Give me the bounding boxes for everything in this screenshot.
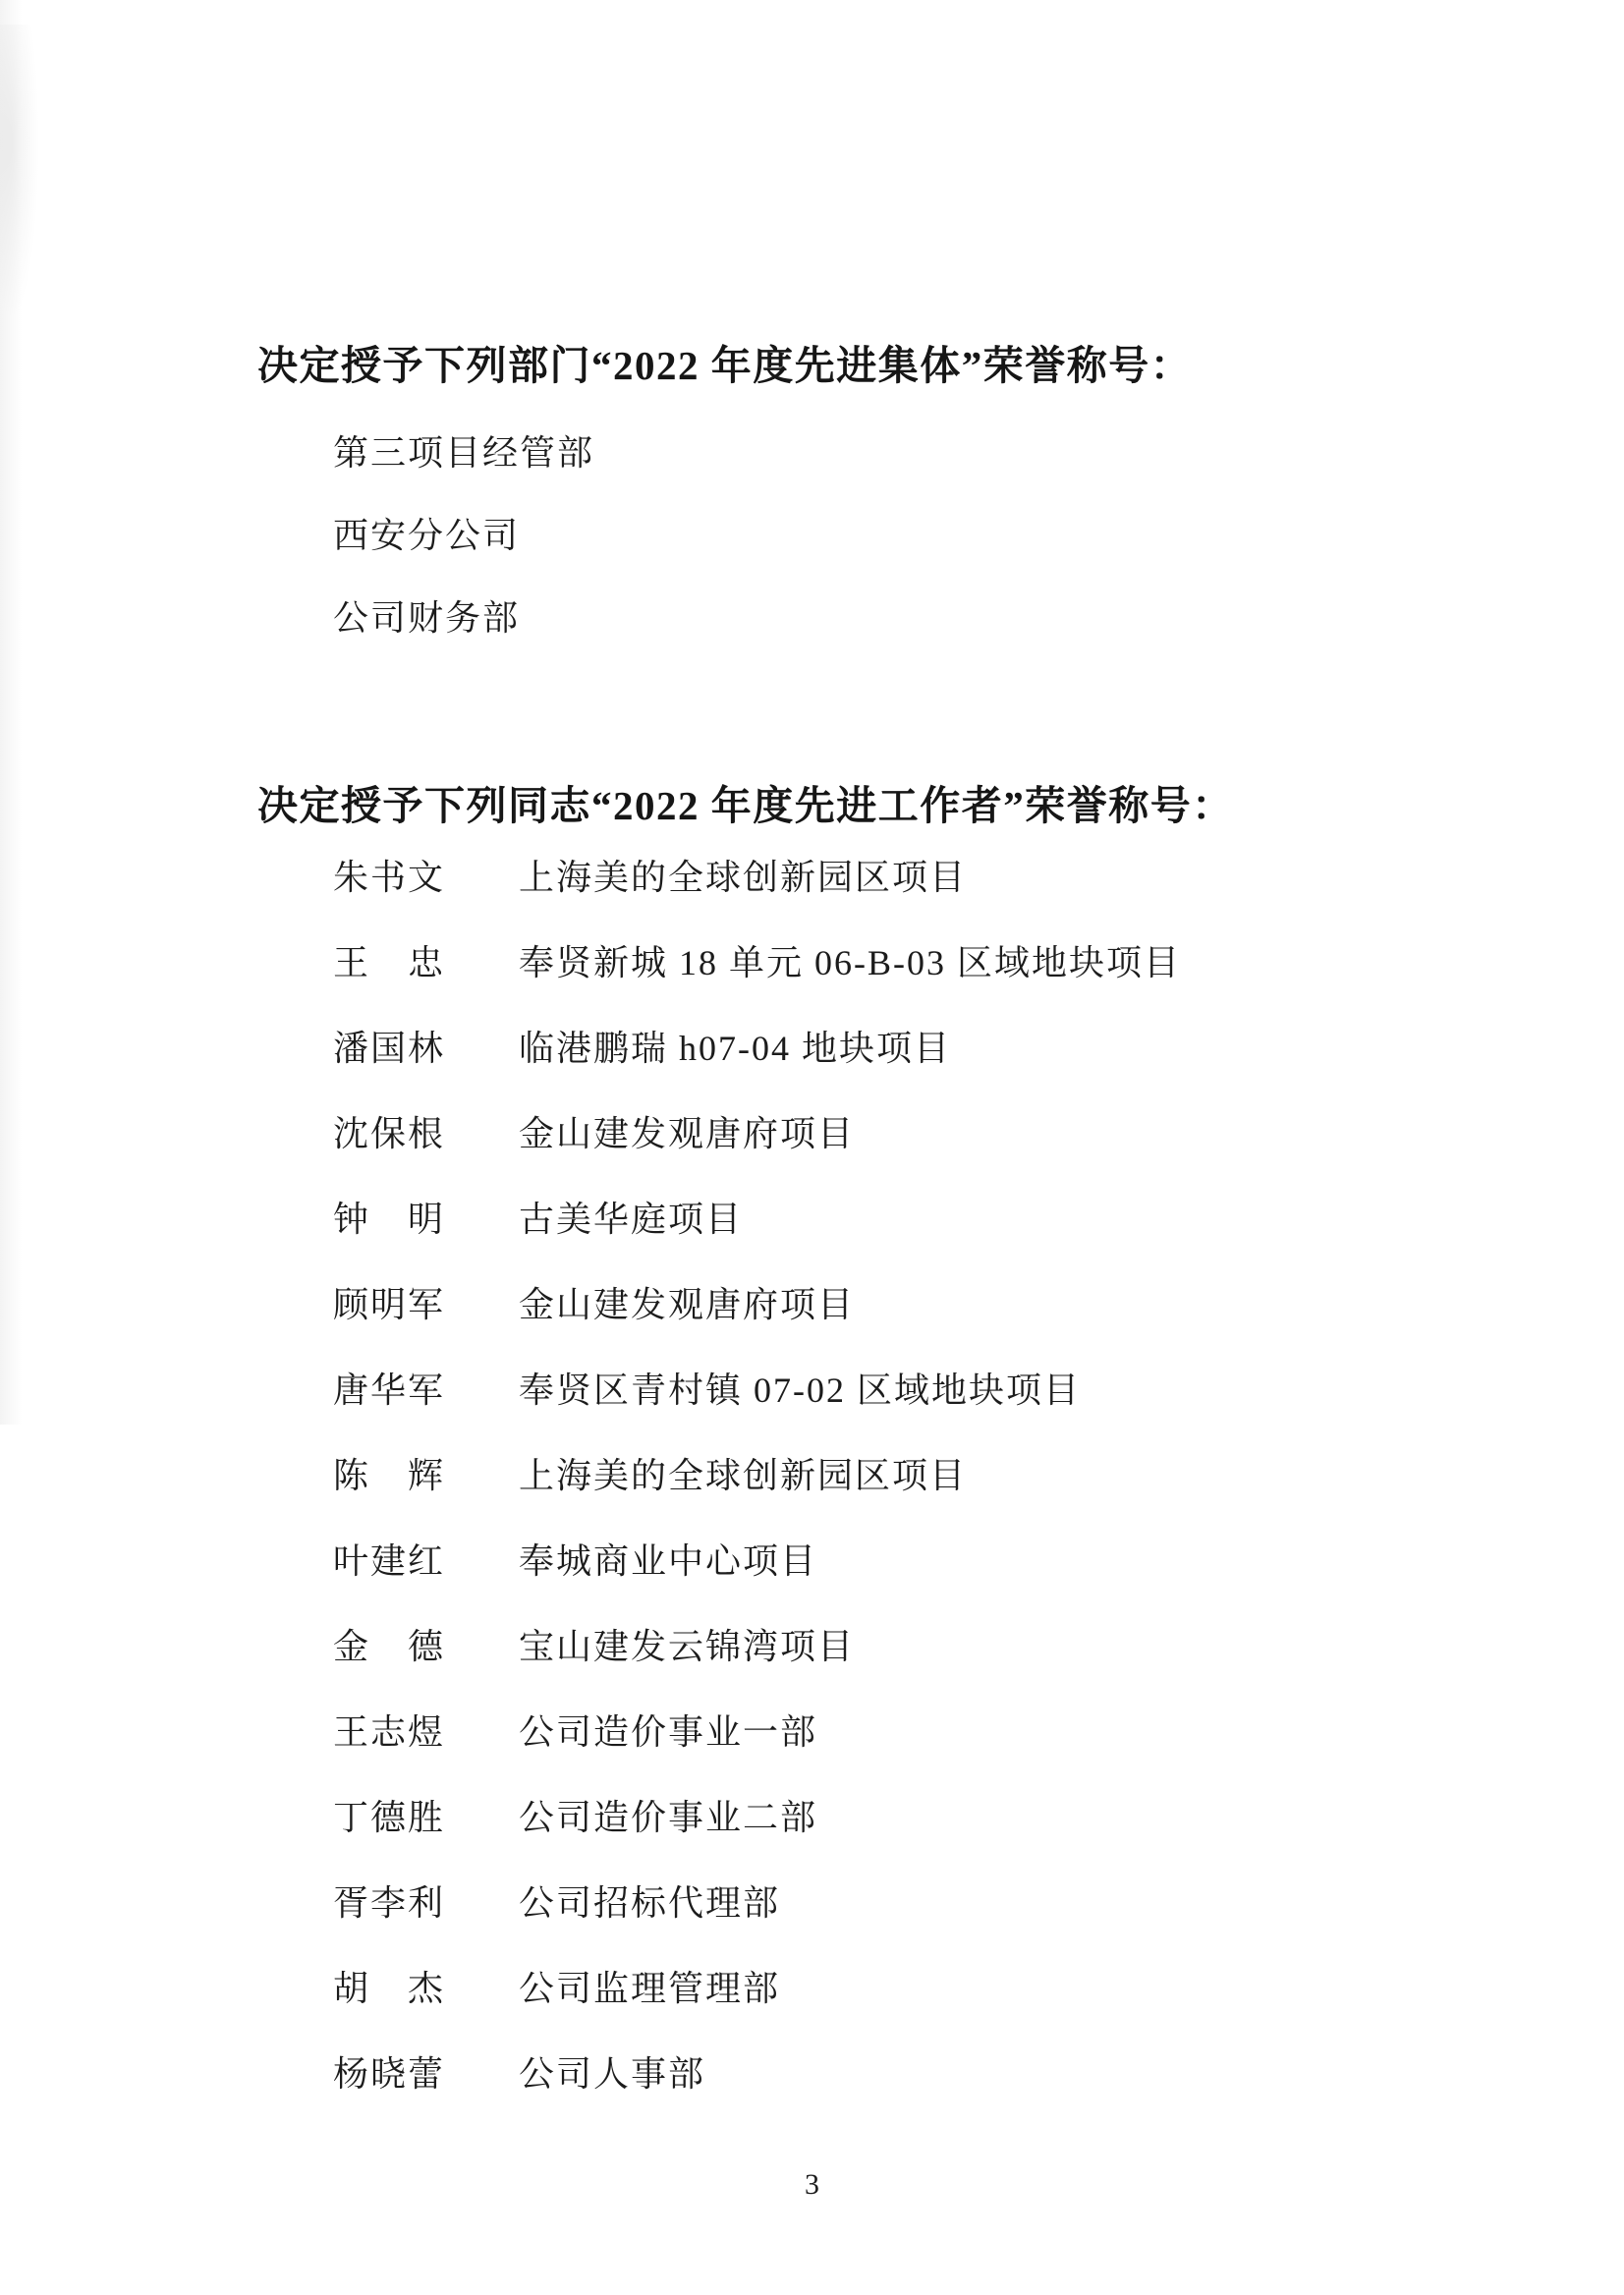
workers-section-heading: 决定授予下列同志“2022 年度先进工作者”荣誉称号： xyxy=(257,783,1234,828)
worker-name: 金 德 xyxy=(333,1627,446,1666)
worker-name: 王 忠 xyxy=(333,943,446,982)
collective-section-heading: 决定授予下列部门“2022 年度先进集体”荣誉称号： xyxy=(257,343,1193,388)
worker-name: 顾明军 xyxy=(333,1285,446,1324)
collective-item: 公司财务部 xyxy=(333,598,521,638)
collective-list xyxy=(333,432,594,640)
worker-row xyxy=(333,1711,1181,1754)
worker-unit: 奉贤新城 18 单元 06-B-03 区域地块项目 xyxy=(519,943,1181,982)
worker-unit: 公司造价事业一部 xyxy=(519,1712,818,1752)
worker-row xyxy=(333,1113,1181,1155)
worker-unit: 宝山建发云锦湾项目 xyxy=(519,1627,856,1666)
worker-name: 唐华军 xyxy=(333,1371,446,1410)
worker-name: 王志煜 xyxy=(333,1712,446,1752)
worker-row xyxy=(333,857,1181,899)
page-number: 3 xyxy=(805,2168,819,2201)
scan-smudge-artifact xyxy=(0,25,39,319)
worker-unit: 上海美的全球创新园区项目 xyxy=(519,1456,968,1495)
worker-unit: 奉贤区青村镇 07-02 区域地块项目 xyxy=(519,1371,1081,1410)
worker-unit: 公司人事部 xyxy=(519,2054,706,2094)
worker-list xyxy=(333,857,1181,2096)
worker-name: 钟 明 xyxy=(333,1200,446,1239)
worker-unit: 公司造价事业二部 xyxy=(519,1798,818,1837)
worker-unit: 公司招标代理部 xyxy=(519,1883,781,1923)
worker-row xyxy=(333,2053,1181,2096)
collective-item: 西安分公司 xyxy=(333,516,521,555)
collective-item: 第三项目经管部 xyxy=(333,433,595,473)
worker-row xyxy=(333,1882,1181,1925)
worker-row xyxy=(333,1455,1181,1497)
worker-unit: 临港鹏瑞 h07-04 地块项目 xyxy=(519,1029,951,1068)
worker-unit: 上海美的全球创新园区项目 xyxy=(519,858,968,897)
worker-name: 叶建红 xyxy=(333,1541,446,1581)
worker-unit: 奉城商业中心项目 xyxy=(519,1541,818,1581)
worker-unit: 公司监理管理部 xyxy=(519,1969,781,2008)
worker-unit: 古美华庭项目 xyxy=(519,1200,744,1239)
worker-name: 潘国林 xyxy=(333,1029,446,1068)
worker-row xyxy=(333,1968,1181,2010)
worker-name: 朱书文 xyxy=(333,858,446,897)
worker-name: 丁德胜 xyxy=(333,1798,446,1837)
worker-row xyxy=(333,1370,1181,1412)
worker-row xyxy=(333,1028,1181,1070)
worker-row xyxy=(333,1540,1181,1583)
worker-unit: 金山建发观唐府项目 xyxy=(519,1285,856,1324)
worker-row xyxy=(333,942,1181,984)
worker-unit: 金山建发观唐府项目 xyxy=(519,1114,856,1153)
worker-name: 陈 辉 xyxy=(333,1456,446,1495)
worker-name: 杨晓蕾 xyxy=(333,2054,446,2094)
worker-row xyxy=(333,1284,1181,1326)
worker-row xyxy=(333,1797,1181,1839)
worker-name: 胡 杰 xyxy=(333,1969,446,2008)
worker-name: 胥李利 xyxy=(333,1883,446,1923)
worker-row xyxy=(333,1626,1181,1668)
worker-name: 沈保根 xyxy=(333,1114,446,1153)
worker-row xyxy=(333,1199,1181,1241)
